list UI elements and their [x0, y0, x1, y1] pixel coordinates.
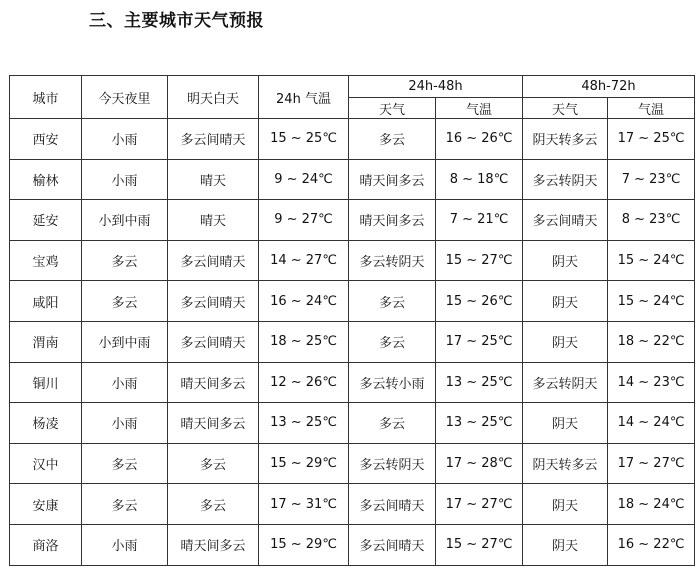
cell-temp-24h: 18 ~ 25℃	[259, 321, 349, 362]
cell-temp-48-72: 15 ~ 24℃	[608, 240, 695, 281]
cell-temp-24-48: 7 ~ 21℃	[436, 200, 523, 241]
cell-temp-24-48: 13 ~ 25℃	[436, 362, 523, 403]
cell-weather-24-48: 晴天间多云	[349, 200, 436, 241]
cell-weather-48-72: 阴天转多云	[523, 119, 608, 160]
table-row	[10, 443, 695, 484]
cell-tonight-weather: 多云	[82, 281, 168, 322]
table-body	[10, 119, 695, 566]
cell-tonight-weather: 小雨	[82, 159, 168, 200]
cell-temp-24h: 16 ~ 24℃	[259, 281, 349, 322]
header-temp-48-72: 气温	[608, 98, 695, 119]
cell-tomorrow-day-weather: 晴天	[168, 200, 259, 241]
header-weather-48-72: 天气	[523, 98, 608, 119]
cell-city: 杨凌	[10, 403, 82, 444]
cell-temp-48-72: 16 ~ 22℃	[608, 524, 695, 565]
cell-weather-24-48: 多云间晴天	[349, 524, 436, 565]
cell-temp-24-48: 15 ~ 26℃	[436, 281, 523, 322]
header-tonight: 今天夜里	[82, 76, 168, 119]
cell-weather-48-72: 阴天	[523, 240, 608, 281]
cell-city: 铜川	[10, 362, 82, 403]
cell-city: 咸阳	[10, 281, 82, 322]
cell-weather-24-48: 多云	[349, 321, 436, 362]
cell-weather-48-72: 阴天	[523, 321, 608, 362]
cell-tonight-weather: 小到中雨	[82, 321, 168, 362]
cell-tomorrow-day-weather: 晴天	[168, 159, 259, 200]
cell-weather-24-48: 多云间晴天	[349, 484, 436, 525]
cell-city: 商洛	[10, 524, 82, 565]
cell-temp-48-72: 17 ~ 25℃	[608, 119, 695, 160]
table-row	[10, 321, 695, 362]
table-row	[10, 362, 695, 403]
cell-weather-48-72: 阴天转多云	[523, 443, 608, 484]
header-temp-24-48: 气温	[436, 98, 523, 119]
cell-city: 榆林	[10, 159, 82, 200]
cell-temp-24h: 17 ~ 31℃	[259, 484, 349, 525]
table-row	[10, 119, 695, 160]
cell-weather-24-48: 多云	[349, 119, 436, 160]
header-row-top	[10, 76, 695, 98]
header-group-24-48: 24h-48h	[349, 76, 523, 98]
cell-tonight-weather: 多云	[82, 240, 168, 281]
table-row	[10, 240, 695, 281]
cell-tomorrow-day-weather: 多云间晴天	[168, 321, 259, 362]
cell-weather-48-72: 阴天	[523, 281, 608, 322]
cell-weather-24-48: 多云转阴天	[349, 240, 436, 281]
cell-weather-48-72: 多云间晴天	[523, 200, 608, 241]
cell-weather-24-48: 多云	[349, 281, 436, 322]
cell-temp-24h: 13 ~ 25℃	[259, 403, 349, 444]
header-weather-24-48: 天气	[349, 98, 436, 119]
cell-weather-24-48: 多云转小雨	[349, 362, 436, 403]
header-tomorrow-day: 明天白天	[168, 76, 259, 119]
cell-weather-48-72: 阴天	[523, 484, 608, 525]
cell-tonight-weather: 小雨	[82, 362, 168, 403]
cell-tomorrow-day-weather: 多云间晴天	[168, 119, 259, 160]
table-row	[10, 484, 695, 525]
cell-temp-48-72: 18 ~ 22℃	[608, 321, 695, 362]
page-title: 三、主要城市天气预报	[89, 11, 264, 31]
cell-tonight-weather: 小到中雨	[82, 200, 168, 241]
cell-temp-48-72: 14 ~ 24℃	[608, 403, 695, 444]
forecast-table	[9, 75, 695, 566]
cell-temp-24h: 9 ~ 27℃	[259, 200, 349, 241]
cell-temp-24-48: 16 ~ 26℃	[436, 119, 523, 160]
cell-temp-24h: 12 ~ 26℃	[259, 362, 349, 403]
cell-tomorrow-day-weather: 晴天间多云	[168, 524, 259, 565]
cell-tomorrow-day-weather: 多云	[168, 443, 259, 484]
cell-temp-24-48: 8 ~ 18℃	[436, 159, 523, 200]
cell-tomorrow-day-weather: 晴天间多云	[168, 362, 259, 403]
cell-weather-48-72: 多云转阴天	[523, 159, 608, 200]
table-row	[10, 159, 695, 200]
cell-tomorrow-day-weather: 多云间晴天	[168, 281, 259, 322]
cell-temp-24-48: 13 ~ 25℃	[436, 403, 523, 444]
cell-city: 西安	[10, 119, 82, 160]
cell-temp-24-48: 17 ~ 27℃	[436, 484, 523, 525]
cell-tomorrow-day-weather: 多云间晴天	[168, 240, 259, 281]
cell-temp-24-48: 17 ~ 28℃	[436, 443, 523, 484]
cell-city: 安康	[10, 484, 82, 525]
table-row	[10, 403, 695, 444]
cell-tonight-weather: 小雨	[82, 524, 168, 565]
cell-tonight-weather: 多云	[82, 484, 168, 525]
cell-tonight-weather: 多云	[82, 443, 168, 484]
cell-temp-48-72: 14 ~ 23℃	[608, 362, 695, 403]
cell-temp-24h: 9 ~ 24℃	[259, 159, 349, 200]
cell-temp-24h: 14 ~ 27℃	[259, 240, 349, 281]
cell-temp-48-72: 17 ~ 27℃	[608, 443, 695, 484]
cell-tomorrow-day-weather: 多云	[168, 484, 259, 525]
cell-temp-24-48: 15 ~ 27℃	[436, 524, 523, 565]
cell-weather-48-72: 阴天	[523, 403, 608, 444]
header-city: 城市	[10, 76, 82, 119]
cell-temp-48-72: 15 ~ 24℃	[608, 281, 695, 322]
table-row	[10, 200, 695, 241]
cell-city: 延安	[10, 200, 82, 241]
cell-temp-48-72: 7 ~ 23℃	[608, 159, 695, 200]
cell-tonight-weather: 小雨	[82, 403, 168, 444]
cell-city: 汉中	[10, 443, 82, 484]
cell-temp-48-72: 18 ~ 24℃	[608, 484, 695, 525]
cell-city: 渭南	[10, 321, 82, 362]
cell-tomorrow-day-weather: 晴天间多云	[168, 403, 259, 444]
table-row	[10, 524, 695, 565]
cell-tonight-weather: 小雨	[82, 119, 168, 160]
cell-city: 宝鸡	[10, 240, 82, 281]
cell-weather-24-48: 多云	[349, 403, 436, 444]
cell-temp-24h: 15 ~ 29℃	[259, 443, 349, 484]
cell-temp-24h: 15 ~ 29℃	[259, 524, 349, 565]
header-group-48-72: 48h-72h	[523, 76, 695, 98]
cell-temp-24h: 15 ~ 25℃	[259, 119, 349, 160]
table-row	[10, 281, 695, 322]
cell-weather-24-48: 多云转阴天	[349, 443, 436, 484]
cell-weather-48-72: 多云转阴天	[523, 362, 608, 403]
cell-weather-24-48: 晴天间多云	[349, 159, 436, 200]
header-temp-24h: 24h 气温	[259, 76, 349, 119]
cell-temp-24-48: 15 ~ 27℃	[436, 240, 523, 281]
cell-weather-48-72: 阴天	[523, 524, 608, 565]
cell-temp-24-48: 17 ~ 25℃	[436, 321, 523, 362]
cell-temp-48-72: 8 ~ 23℃	[608, 200, 695, 241]
